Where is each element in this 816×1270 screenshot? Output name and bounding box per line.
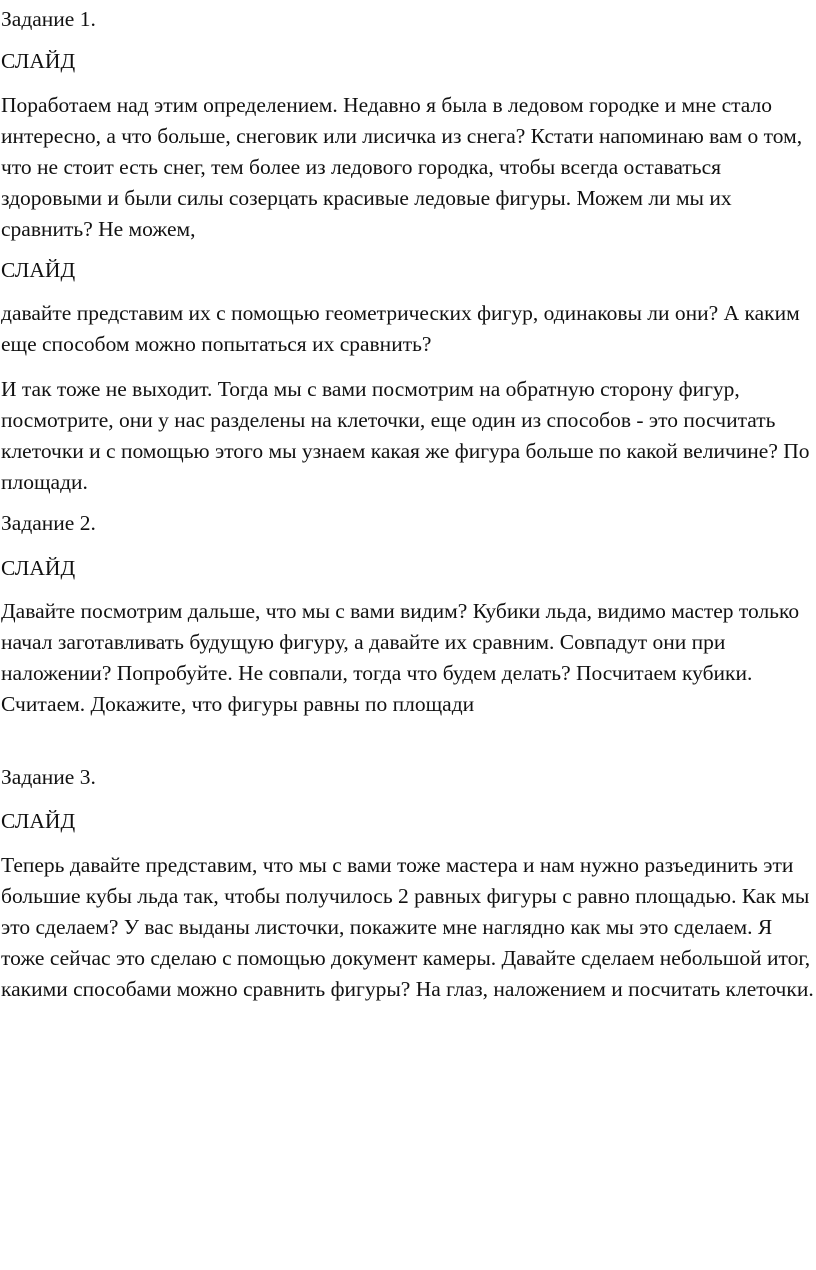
task-2-heading: Задание 2. [1, 511, 96, 535]
slide-label-4: СЛАЙД [1, 809, 76, 833]
paragraph-5: Теперь давайте представим, что мы с вами тоже мастера и нам нужно разъединить эти большие кубы льда так, чтобы получилось 2 равных фигуры с равно площадью. Как мы это сделаем? У вас выданы листочки, покажите мне наглядно как мы это сделаем. Я тоже сейчас это сделаю с помощью документ камеры. Давайте сделаем небольшой итог, какими способами можно сравнить фигуры? На глаз, наложением и посчитать клеточки. [1, 853, 814, 1001]
paragraph-1: Поработаем над этим определением. Недавно я была в ледовом городке и мне стало интересно, а что больше, снеговик или лисичка из снега? Кстати напоминаю вам о том, что не стоит есть снег, тем более из ледового городка, чтобы всегда оставаться здоровыми и были силы созерцать красивые ледовые фигуры. Можем ли мы их сравнить? Не можем, [1, 93, 803, 241]
paragraph-3: И так тоже не выходит. Тогда мы с вами посмотрим на обратную сторону фигур, посмотрите, они у нас разделены на клеточки, еще один из способов - это посчитать клеточки и с помощью этого мы узнаем какая же фигура больше по какой величине? По площади. [1, 377, 810, 494]
slide-label-2: СЛАЙД [1, 258, 76, 282]
task-1-heading: Задание 1. [1, 7, 96, 31]
task-3-heading: Задание 3. [1, 765, 96, 789]
paragraph-4: Давайте посмотрим дальше, что мы с вами видим? Кубики льда, видимо мастер только начал заготавливать будущую фигуру, а давайте их сравним. Совпадут они при наложении? Попробуйте. Не совпали, тогда что будем делать? Посчитаем кубики. Считаем. Докажите, что фигуры равны по площади [1, 599, 800, 716]
paragraph-2: давайте представим их с помощью геометрических фигур, одинаковы ли они? А каким еще способом можно попытаться их сравнить? [1, 301, 800, 356]
slide-label-3: СЛАЙД [1, 556, 76, 580]
slide-label-1: СЛАЙД [1, 49, 76, 73]
